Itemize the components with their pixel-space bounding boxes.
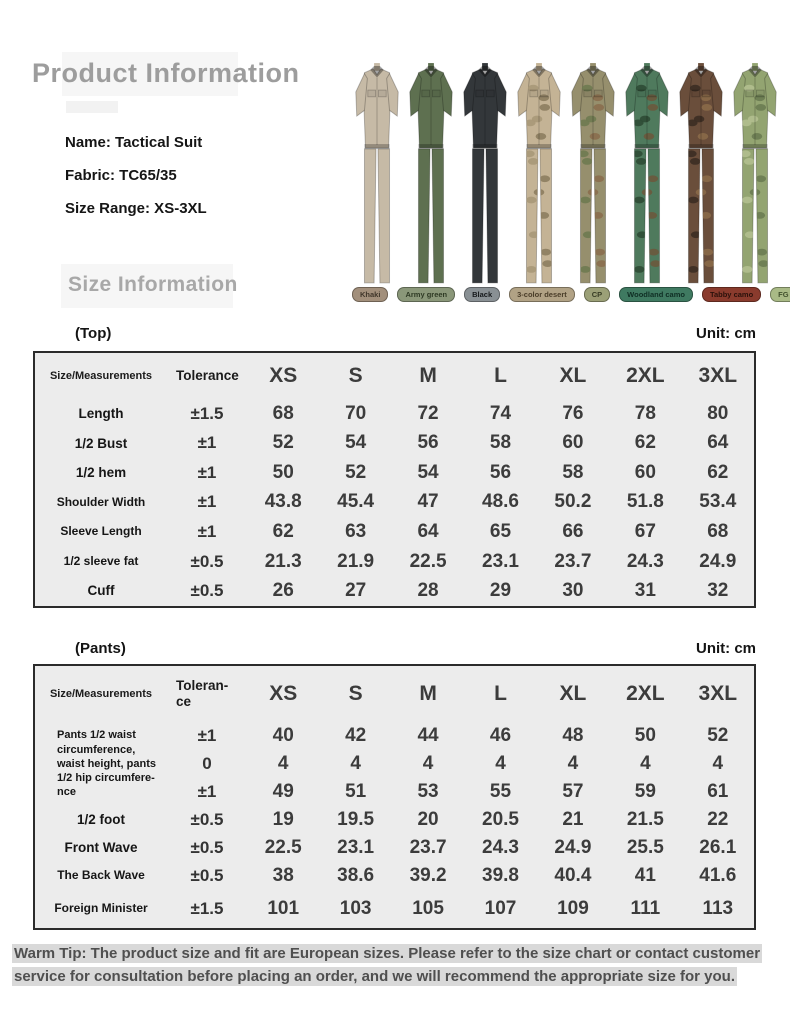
- value-cell: 39.8: [482, 865, 519, 886]
- column-header: L: [494, 364, 507, 387]
- column-header: 2XL: [626, 682, 665, 705]
- product-fabric: Fabric: TC65/35: [65, 167, 177, 184]
- color-pill: Army green: [397, 287, 455, 302]
- row-label: Cuff: [87, 583, 115, 599]
- value-cell: 56: [417, 432, 439, 454]
- value-cell: 72: [417, 402, 439, 424]
- column-header: Toleran-ce: [176, 678, 229, 709]
- value-cell: 59: [634, 781, 656, 802]
- color-pill: Khaki: [352, 287, 388, 302]
- column-header: XS: [269, 364, 298, 387]
- value-cell: 31: [634, 580, 656, 602]
- value-cell: 32: [707, 580, 729, 602]
- top-table-caption: [33, 322, 756, 344]
- pants-table-caption: [33, 637, 756, 659]
- column-header: XL: [559, 682, 587, 705]
- value-cell: 27: [345, 580, 367, 602]
- value-cell: 111: [630, 898, 661, 919]
- value-cell: 62: [272, 521, 294, 543]
- value-cell: 53.4: [699, 491, 737, 513]
- value-cell: 103: [339, 898, 372, 919]
- value-cell: 4: [495, 753, 506, 774]
- value-cell: 38.6: [337, 865, 375, 886]
- value-cell: 54: [345, 432, 367, 454]
- value-cell: 54: [417, 461, 439, 483]
- value-cell: 63: [345, 521, 367, 543]
- pants-size-table: [33, 664, 756, 930]
- value-cell: 66: [562, 521, 584, 543]
- value-cell: 40: [272, 725, 294, 746]
- value-cell: 4: [422, 753, 434, 774]
- suit-figure: [458, 58, 512, 288]
- value-cell: 47: [417, 491, 439, 513]
- column-header: S: [348, 364, 363, 387]
- pants-caption-label: (Pants): [75, 639, 126, 657]
- value-cell: 22: [707, 809, 729, 830]
- tolerance-cell: ±1.5: [190, 403, 224, 423]
- column-header: L: [494, 682, 507, 705]
- row-label: 1/2 Bust: [74, 435, 128, 451]
- color-pill: FG: [770, 287, 790, 302]
- tolerance-cell: ±0.5: [190, 810, 224, 829]
- value-cell: 52: [272, 432, 294, 454]
- value-cell: 20.5: [482, 809, 519, 830]
- tolerance-cell: ±0.5: [190, 581, 224, 601]
- value-cell: 21.5: [626, 809, 664, 830]
- value-cell: 24.3: [626, 550, 664, 572]
- row-label: 1/2 sleeve fat: [63, 553, 139, 568]
- value-cell: 23.1: [337, 837, 375, 858]
- column-header: XL: [559, 364, 587, 387]
- value-cell: 52: [707, 725, 729, 746]
- column-header: 3XL: [698, 364, 738, 387]
- value-cell: 23.7: [554, 550, 592, 572]
- tolerance-cell: ±0.5: [190, 866, 224, 885]
- value-cell: 39.2: [409, 865, 447, 886]
- value-cell: 25.5: [626, 837, 664, 858]
- value-cell: 38: [272, 865, 294, 886]
- column-header: S: [348, 682, 363, 705]
- top-size-table: [33, 351, 756, 608]
- value-cell: 70: [345, 402, 367, 424]
- value-cell: 74: [489, 402, 512, 424]
- value-cell: 58: [489, 432, 512, 454]
- value-cell: 51: [345, 781, 367, 802]
- column-header: 3XL: [698, 682, 738, 705]
- value-cell: 68: [707, 521, 729, 543]
- tolerance-cell: ±1: [197, 492, 217, 512]
- value-cell: 28: [417, 580, 439, 602]
- value-cell: 4: [640, 753, 651, 774]
- value-cell: 20: [417, 809, 439, 830]
- value-cell: 50: [272, 461, 294, 483]
- value-cell: 4: [350, 753, 361, 774]
- row-label: Foreign Minister: [54, 901, 148, 916]
- value-cell: 44: [417, 725, 439, 746]
- tolerance-cell: ±0.5: [190, 838, 224, 857]
- value-cell: 45.4: [337, 491, 375, 513]
- color-pill: CP: [584, 287, 610, 302]
- warm-tip-text: Warm Tip: The product size and fit are European sizes. Please refer to the size chart or contact customer service for consultation before placing an order, and we will recommend the appropriate size for you.: [14, 945, 761, 986]
- value-cell: 23.1: [482, 550, 519, 572]
- row-label: Pants 1/2 waist circumference, waist height, pants 1/2 hip circumfere- nce: [57, 729, 157, 799]
- suit-figure: [350, 58, 404, 288]
- tolerance-cell: 0: [202, 754, 212, 773]
- value-cell: 55: [489, 781, 512, 802]
- product-collage: [350, 58, 786, 288]
- column-header: M: [419, 682, 437, 705]
- value-cell: 42: [345, 725, 367, 746]
- value-cell: 62: [634, 432, 656, 454]
- value-cell: 52: [345, 461, 367, 483]
- value-cell: 105: [412, 898, 444, 919]
- suit-figure: [566, 58, 620, 288]
- value-cell: 80: [707, 402, 729, 424]
- value-cell: 109: [557, 898, 589, 919]
- value-cell: 64: [707, 432, 729, 454]
- value-cell: 57: [562, 781, 584, 802]
- tolerance-cell: ±1: [197, 726, 217, 745]
- color-pill: Black: [464, 287, 500, 302]
- row-label: Length: [78, 406, 124, 422]
- tolerance-cell: ±1: [197, 433, 217, 453]
- column-header: Tolerance: [176, 368, 239, 384]
- value-cell: 26: [272, 580, 294, 602]
- value-cell: 60: [634, 461, 656, 483]
- value-cell: 22.5: [264, 837, 302, 858]
- size-info-title: Size Information: [68, 273, 238, 296]
- color-pill: 3-color desert: [509, 287, 575, 302]
- value-cell: 4: [712, 753, 724, 774]
- value-cell: 113: [702, 898, 734, 919]
- value-cell: 22.5: [409, 550, 447, 572]
- color-pills-row: [352, 287, 788, 302]
- value-cell: 51.8: [626, 491, 664, 513]
- value-cell: 64: [417, 521, 439, 543]
- value-cell: 41.6: [699, 865, 737, 886]
- value-cell: 78: [634, 402, 656, 424]
- value-cell: 24.3: [482, 837, 519, 858]
- color-pill: Woodland camo: [619, 287, 693, 302]
- suit-figure: [620, 58, 674, 288]
- top-unit-label: Unit: cm: [696, 324, 756, 342]
- suit-figure: [728, 58, 782, 288]
- value-cell: 21: [562, 809, 584, 830]
- suit-figure: [512, 58, 566, 288]
- value-cell: 48.6: [482, 491, 519, 513]
- column-header: XS: [269, 682, 298, 705]
- tolerance-cell: ±1.5: [190, 899, 224, 918]
- row-label: Front Wave: [64, 840, 138, 856]
- suit-figure: [404, 58, 458, 288]
- value-cell: 21.9: [337, 550, 375, 572]
- value-cell: 60: [562, 432, 584, 454]
- value-cell: 19: [272, 809, 294, 830]
- value-cell: 76: [562, 402, 584, 424]
- value-cell: 46: [489, 725, 512, 746]
- column-header: Size/Measurements: [49, 370, 153, 382]
- value-cell: 23.7: [409, 837, 447, 858]
- value-cell: 19.5: [337, 809, 375, 830]
- product-info-title: Product Information: [32, 58, 300, 88]
- tolerance-cell: ±1: [197, 782, 217, 801]
- value-cell: 30: [562, 580, 584, 602]
- tolerance-cell: ±1: [197, 462, 217, 482]
- value-cell: 68: [272, 402, 294, 424]
- suit-figure: [674, 58, 728, 288]
- decor-box: [66, 101, 118, 113]
- value-cell: 4: [567, 753, 579, 774]
- value-cell: 48: [562, 725, 584, 746]
- value-cell: 40.4: [554, 865, 592, 886]
- value-cell: 65: [489, 521, 512, 543]
- row-label: Sleeve Length: [60, 524, 142, 539]
- value-cell: 67: [634, 521, 656, 543]
- row-label: The Back Wave: [57, 868, 145, 883]
- pants-unit-label: Unit: cm: [696, 639, 756, 657]
- value-cell: 26.1: [699, 837, 737, 858]
- value-cell: 61: [707, 781, 729, 802]
- column-header: M: [419, 364, 437, 387]
- row-label: 1/2 foot: [76, 812, 125, 828]
- value-cell: 24.9: [554, 837, 592, 858]
- value-cell: 29: [489, 580, 512, 602]
- value-cell: 4: [277, 753, 289, 774]
- value-cell: 41: [634, 865, 656, 886]
- product-details: [65, 134, 207, 233]
- value-cell: 56: [489, 461, 512, 483]
- column-header: Size/Measurements: [49, 688, 153, 700]
- value-cell: 107: [484, 898, 517, 919]
- product-name: Name: Tactical Suit: [65, 134, 203, 151]
- value-cell: 43.8: [264, 491, 302, 513]
- value-cell: 101: [267, 898, 300, 919]
- value-cell: 49: [272, 781, 294, 802]
- value-cell: 50: [634, 725, 656, 746]
- row-label: 1/2 hem: [75, 465, 127, 481]
- value-cell: 50.2: [554, 491, 592, 513]
- value-cell: 58: [562, 461, 584, 483]
- warm-tip: [12, 942, 784, 989]
- value-cell: 21.3: [264, 550, 302, 572]
- value-cell: 62: [707, 461, 729, 483]
- value-cell: 24.9: [699, 550, 737, 572]
- column-header: 2XL: [626, 364, 665, 387]
- top-caption-label: (Top): [75, 324, 112, 342]
- tolerance-cell: ±0.5: [190, 551, 224, 571]
- value-cell: 53: [417, 781, 439, 802]
- product-size-range: Size Range: XS-3XL: [65, 200, 207, 217]
- row-label: Shoulder Width: [56, 494, 146, 509]
- color-pill: Tabby camo: [702, 287, 761, 302]
- tolerance-cell: ±1: [197, 522, 217, 542]
